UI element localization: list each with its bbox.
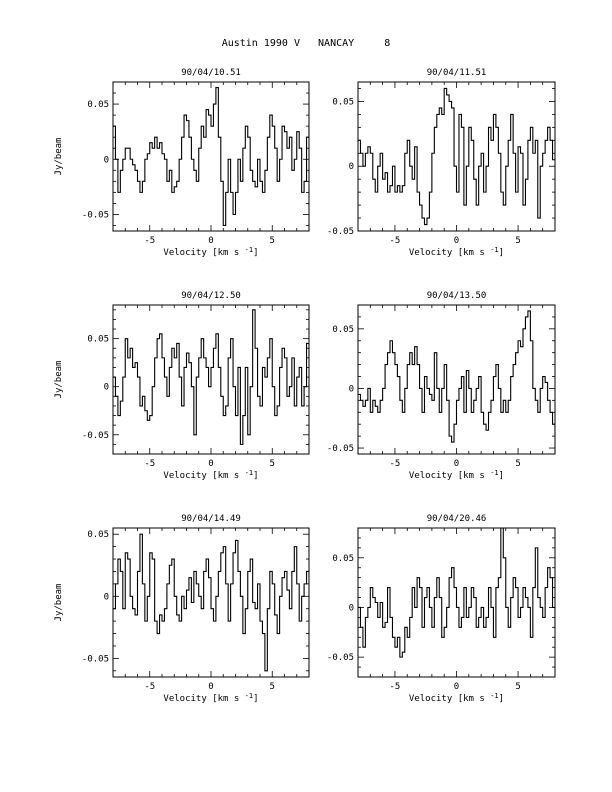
x-tick-label: 0 bbox=[208, 682, 214, 692]
y-tick-label: 0.05 bbox=[87, 100, 109, 111]
spectrum-panel-2 bbox=[327, 68, 558, 258]
spectrum-panel-4 bbox=[327, 291, 558, 481]
y-tick-label: 0.05 bbox=[87, 334, 109, 345]
y-tick-label: 0 bbox=[103, 592, 109, 603]
x-tick-label: 5 bbox=[515, 682, 521, 692]
spectrum-line bbox=[358, 528, 557, 657]
spectrum-panel-1 bbox=[54, 68, 319, 258]
y-tick-label: 0 bbox=[348, 384, 354, 395]
x-axis-label: Velocity [km s $^{-1}$] bbox=[408, 246, 505, 258]
x-tick-label: 0 bbox=[453, 236, 460, 246]
x-tick-label: 0 bbox=[208, 236, 214, 246]
y-tick-label: -0.05 bbox=[81, 654, 109, 665]
x-axis-label: Velocity [km s $^{-1}$] bbox=[163, 246, 259, 258]
x-tick-label: 5 bbox=[269, 459, 275, 469]
spectrum-panel-6 bbox=[327, 514, 558, 704]
spectrum-line bbox=[113, 310, 314, 445]
plot-frame bbox=[358, 82, 555, 231]
y-tick-label: -0.05 bbox=[81, 430, 109, 441]
y-axis-label: Jy/beam bbox=[54, 360, 64, 399]
x-axis-label: Velocity [km s $^{-1}$] bbox=[163, 469, 259, 481]
y-tick-label: -0.05 bbox=[326, 653, 354, 664]
spectrum-line bbox=[358, 311, 557, 442]
y-tick-label: 0.05 bbox=[332, 324, 354, 335]
x-tick-label: 5 bbox=[269, 682, 275, 692]
x-tick-label: 0 bbox=[453, 459, 460, 469]
x-tick-label: 0 bbox=[208, 459, 214, 469]
plot-frame bbox=[113, 82, 309, 231]
panel-title: 90/04/20.46 bbox=[426, 514, 487, 524]
panel-title: 90/04/12.50 bbox=[181, 291, 241, 301]
y-tick-label: 0.05 bbox=[332, 97, 354, 108]
y-axis-label: Jy/beam bbox=[54, 583, 64, 622]
panel-title: 90/04/13.50 bbox=[426, 291, 487, 301]
x-axis-label: Velocity [km s $^{-1}$] bbox=[163, 692, 259, 704]
y-tick-label: 0 bbox=[103, 382, 109, 393]
y-tick-label: -0.05 bbox=[81, 210, 109, 221]
panel-title: 90/04/10.51 bbox=[181, 68, 241, 78]
spectrum-panel-5 bbox=[54, 514, 314, 704]
panel-title: 90/04/11.51 bbox=[426, 68, 487, 78]
spectrum-panel-3 bbox=[54, 291, 314, 481]
page-title: Austin 1990 V NANCAY 8 bbox=[221, 38, 391, 49]
spectrum-line bbox=[358, 88, 557, 224]
x-tick-label: 5 bbox=[515, 459, 521, 469]
y-tick-label: 0 bbox=[103, 155, 109, 166]
y-tick-label: -0.05 bbox=[326, 444, 354, 455]
y-tick-label: 0 bbox=[348, 162, 354, 173]
x-tick-label: -5 bbox=[144, 682, 156, 692]
x-tick-label: -5 bbox=[144, 459, 156, 469]
x-axis-label: Velocity [km s $^{-1}$] bbox=[408, 692, 505, 704]
x-tick-label: -5 bbox=[144, 236, 156, 246]
spectrum-line bbox=[113, 88, 319, 226]
y-tick-label: 0.05 bbox=[87, 530, 109, 541]
y-tick-label: 0.05 bbox=[332, 553, 354, 564]
y-tick-label: -0.05 bbox=[326, 227, 354, 237]
x-tick-label: -5 bbox=[389, 682, 401, 692]
y-tick-label: 0 bbox=[348, 603, 354, 614]
panel-title: 90/04/14.49 bbox=[181, 514, 241, 524]
x-tick-label: 5 bbox=[269, 236, 275, 246]
x-tick-label: -5 bbox=[389, 459, 401, 469]
y-axis-label: Jy/beam bbox=[54, 137, 64, 176]
x-tick-label: -5 bbox=[389, 236, 401, 246]
x-tick-label: 5 bbox=[515, 236, 521, 246]
x-tick-label: 0 bbox=[453, 682, 460, 692]
x-axis-label: Velocity [km s $^{-1}$] bbox=[408, 469, 505, 481]
spectrum-line bbox=[113, 534, 314, 671]
